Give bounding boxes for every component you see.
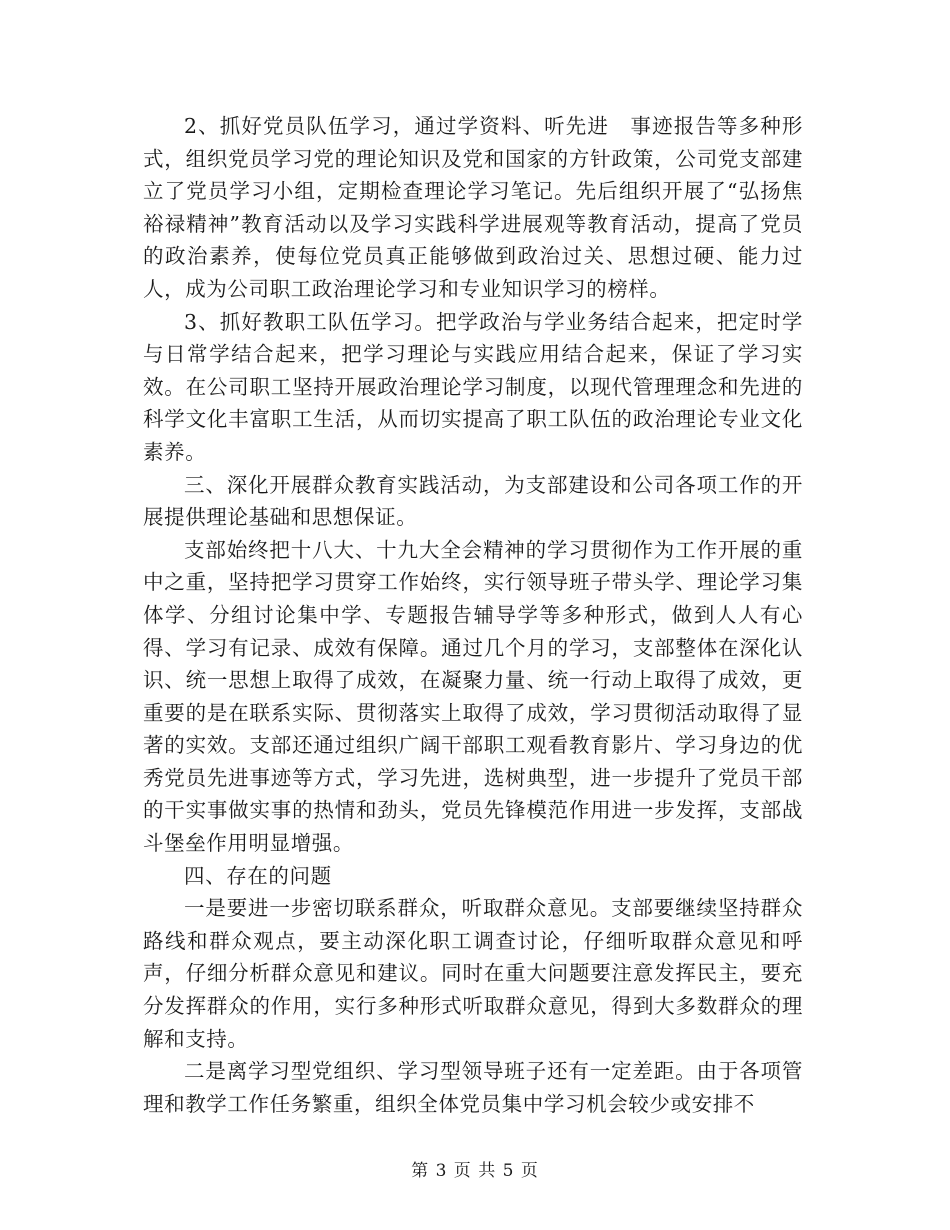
paragraph-branch-study-results: 支部始终把十八大、十九大全会精神的学习贯彻作为工作开展的重中之重，坚持把学习贯穿工作始终，实行领导班子带头学、理论学习集体学、分组讨论集中学、专题报告辅导学等多种形式，做到人人有心得、学习有记录、成效有保障。通过几个月的学习，支部整体在深化认识、统一思想上取得了成效，在凝聚力量、统一行动上取得了成效，更重要的是在联系实际、贯彻落实上取得了成效，学习贯彻活动取得了显著的实效。支部还通过组织广阔干部职工观看教育影片、学习身边的优秀党员先进事迹等方式，学习先进，选树典型，进一步提升了党员干部的干实事做实事的热情和劲头，党员先锋模范作用进一步发挥，支部战斗堡垒作用明显增强。: [143, 537, 803, 856]
paragraph-problem-one: 一是要进一步密切联系群众，听取群众意见。支部要继续坚持群众路线和群众观点，要主动深化职工调查讨论，仔细听取群众意见和呼声，仔细分析群众意见和建议。同时在重大问题要注意发挥民主，要充分发挥群众的作用，实行多种形式听取群众意见，得到大多数群众的理解和支持。: [143, 896, 803, 1051]
paragraph-problem-two: 二是离学习型党组织、学习型领导班子还有一定差距。由于各项管理和教学工作任务繁重，组织全体党员集中学习机会较少或安排不: [143, 1059, 803, 1116]
paragraph-staff-study: 3、抓好教职工队伍学习。把学政治与学业务结合起来，把定时学与日常学结合起来，把学习理论与实践应用结合起来，保证了学习实效。在公司职工坚持开展政治理论学习制度，以现代管理理念和先进的科学文化丰富职工生活，从而切实提高了职工队伍的政治理论专业文化素养。: [143, 309, 803, 464]
page-number-footer: 第 3 页 共 5 页: [411, 1161, 539, 1181]
paragraph-party-member-study: 2、抓好党员队伍学习，通过学资料、听先进 事迹报告等多种形式，组织党员学习党的理论知识及党和国家的方针政策，公司党支部建立了党员学习小组，定期检查理论学习笔记。先后组织开展了“弘扬焦裕禄精神”教育活动以及学习实践科学进展观等教育活动，提高了党员的政治素养，使每位党员真正能够做到政治过关、思想过硬、能力过人，成为公司职工政治理论学习和专业知识学习的榜样。: [143, 114, 803, 301]
document-body: [143, 110, 803, 1120]
section-heading-four: 四、存在的问题: [184, 863, 332, 888]
section-heading-three: 三、深化开展群众教育实践活动，为支部建设和公司各项工作的开展提供理论基础和思想保证。: [143, 472, 803, 530]
